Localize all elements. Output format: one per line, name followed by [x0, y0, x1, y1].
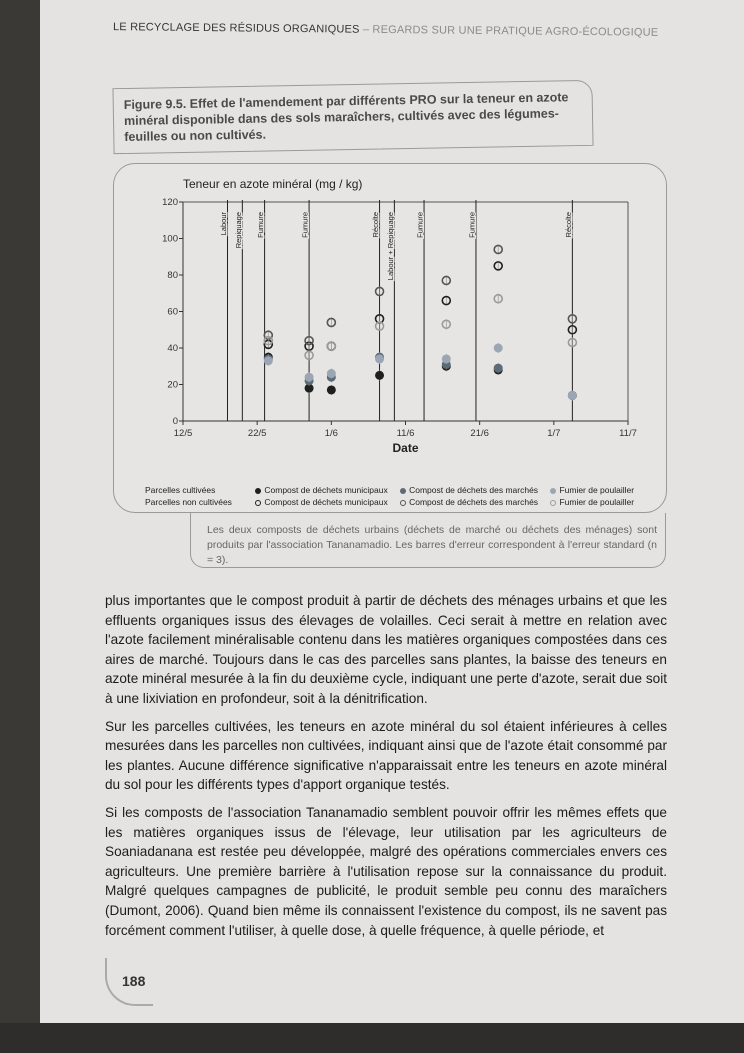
y-tick-label: 20	[167, 379, 178, 391]
event-label: Fumure	[415, 212, 425, 238]
filled-dot-black-icon	[255, 488, 261, 494]
legend-row-cultivated	[145, 484, 665, 496]
x-tick-label: 1/7	[547, 428, 561, 439]
figure-caption: Figure 9.5. Effet de l'amendement par différents PRO sur la teneur en azote minéral disponible dans des sols maraîchers, cultivés avec des légumes-feuilles ou non cultivés.	[112, 80, 593, 154]
page-number: 188	[122, 973, 146, 989]
legend-item: Fumier de poulailler	[559, 485, 635, 495]
legend-item: Compost de déchets municipaux	[264, 485, 388, 495]
chart-title: Teneur en azote minéral (mg / kg)	[183, 177, 363, 191]
y-tick-label: 80	[167, 270, 178, 281]
event-label: Labour	[219, 212, 228, 236]
open-circle-light-icon	[550, 500, 556, 506]
y-tick-label: 60	[167, 306, 178, 318]
event-label: Labour + Repiquage	[385, 212, 395, 281]
data-point	[375, 371, 384, 380]
paragraph: plus importantes que le compost produit à partir de déchets des ménages urbains et que les effluents organiques issus des élevages de volailles. Ceci serait à mettre en relation avec l'azote facilement minéralisable contenu dans les matières organiques compostées dans ces aires de marché. Toujours dans le cas des parcelles sans plantes, la baisse des teneurs en azote minéral mesurée à la fin du deuxième cycle, indiquant une perte d'azote, serait due soit à une lixiviation en profondeur, soit à la dénitrification.	[105, 593, 667, 706]
y-tick-label: 120	[162, 197, 178, 208]
x-tick-label: 11/6	[396, 428, 415, 439]
data-point	[327, 369, 336, 378]
legend-item: Compost de déchets municipaux	[264, 497, 388, 507]
data-point	[264, 356, 273, 365]
data-point	[494, 344, 503, 353]
event-label: Fumure	[300, 212, 310, 238]
y-tick-label: 100	[162, 233, 178, 245]
paragraph: Sur les parcelles cultivées, les teneurs en azote minéral du sol étaient inférieures à celles mesurées dans les parcelles non cultivées, indiquant ainsi que de l'azote était consommé par les plantes. Aucune différence significative n'apparaissait entre les teneurs en azote minéral du sol pour les différents types d'apport organique testés.	[105, 718, 667, 793]
x-tick-label: 1/6	[324, 428, 338, 439]
x-tick-label: 21/6	[470, 428, 489, 439]
event-label: Repiquage	[233, 212, 243, 249]
event-label: Fumure	[467, 212, 477, 238]
scatter-chart	[0, 0, 744, 480]
filled-dot-light-icon	[550, 488, 556, 494]
event-label: Récolte	[563, 212, 573, 238]
figure-note: Les deux composts de déchets urbains (déchets de marché ou déchets des ménages) sont produits par l'association Tananamadio. Les barres d'erreur correspondent à l'erreur standard (n = 3).	[190, 513, 666, 568]
data-point	[305, 373, 314, 382]
x-axis-label: Date	[392, 441, 419, 455]
header-subtitle: – REGARDS SUR UNE PRATIQUE AGRO-ÉCOLOGIQUE	[359, 23, 659, 39]
legend-item: Compost de déchets des marchés	[409, 497, 539, 507]
data-point	[327, 385, 336, 394]
body-text	[105, 591, 667, 948]
data-point	[494, 364, 503, 373]
legend-item: Compost de déchets des marchés	[409, 485, 539, 495]
paragraph: Si les composts de l'association Tananamadio semblent pouvoir offrir les mêmes effets que les matières organiques issus de l'élevage, leur utilisation par les agriculteurs de Soaniadanana est restée peu développée, malgré des opérations commerciales envers ces agriculteurs. Une première barrière à l'utilisation repose sur la connaissance du produit. Malgré quelques campagnes de publicité, le produit semble peu connu des maraîchers (Dumont, 2006). Quand bien même ils connaissent l'existence du compost, ils ne savent pas forcément comment l'utiliser, à quelle dose, à quelle fréquence, à quelle période, et	[105, 804, 667, 938]
data-point	[375, 354, 384, 363]
x-tick-label: 22/5	[247, 428, 267, 439]
legend-item: Fumier de poulailler	[559, 497, 635, 507]
event-label: Récolte	[371, 212, 381, 238]
legend-row-uncultivated	[145, 496, 665, 508]
event-label: Fumure	[256, 212, 266, 238]
legend-row-label: Parcelles cultivées	[145, 485, 216, 495]
background-shadow	[0, 1023, 744, 1053]
x-tick-label: 12/5	[173, 428, 193, 439]
legend-row-label: Parcelles non cultivées	[145, 497, 232, 507]
x-tick-label: 11/7	[619, 428, 637, 439]
open-circle-grey-icon	[400, 500, 406, 506]
open-circle-black-icon	[255, 500, 261, 506]
filled-dot-grey-icon	[400, 488, 406, 494]
y-tick-label: 40	[167, 343, 178, 354]
data-point	[442, 354, 451, 363]
y-tick-label: 0	[172, 416, 178, 427]
data-point	[568, 391, 577, 400]
header-title: LE RECYCLAGE DES RÉSIDUS ORGANIQUES	[112, 21, 360, 36]
legend	[145, 484, 665, 508]
